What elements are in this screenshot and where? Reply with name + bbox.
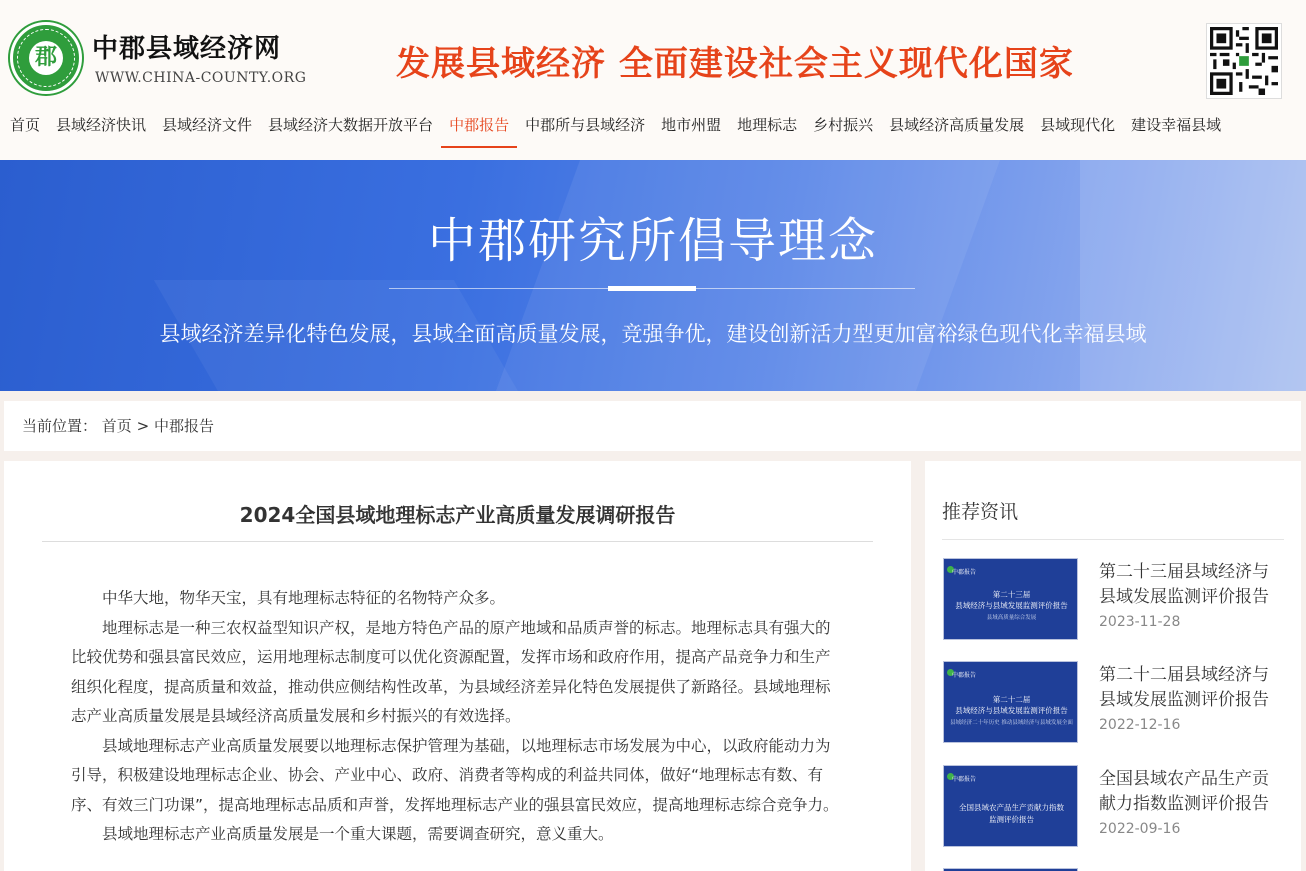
breadcrumb-home-link[interactable]: 首页 xyxy=(101,417,132,435)
site-header xyxy=(0,0,1306,160)
main-nav xyxy=(0,108,1306,150)
thumb-line: 监测评价报告 xyxy=(989,815,1034,824)
recommended-item[interactable] xyxy=(943,558,1283,642)
nav-item-prefectures[interactable]: 地市州盟 xyxy=(661,116,722,134)
nav-item-institute[interactable]: 中郡所与县域经济 xyxy=(525,116,646,134)
banner-decoration xyxy=(1080,160,1306,391)
banner-accent-bar xyxy=(608,286,696,291)
qr-code-icon xyxy=(1206,23,1282,99)
banner-decoration xyxy=(485,160,1014,391)
breadcrumb-separator: > xyxy=(136,417,150,435)
report-cover-thumbnail[interactable] xyxy=(943,765,1078,847)
article-title: 2024全国县域地理标志产业高质量发展调研报告 xyxy=(239,503,676,527)
nav-item-news[interactable]: 县域经济快讯 xyxy=(56,116,147,134)
thumb-brand: 中郡报告 xyxy=(952,569,977,576)
article-paragraph: 县域地理标志产业高质量发展要以地理标志保护管理为基础，以地理标志市场发展为中心，以政府能动力为引导，积极建设地理标志企业、协会、产业中心、政府、消费者等构成的利益共同体，做好“地理标志有数、有序、有效三门功课”，提高地理标志品质和声誉，发挥地理标志产业的强县富民效应，提高地理标志综合竞争力。 xyxy=(71,736,839,814)
thumb-line: 第二十二届 xyxy=(992,695,1031,704)
nav-item-documents[interactable]: 县域经济文件 xyxy=(162,116,253,134)
article-body xyxy=(71,584,845,850)
banner-subtitle: 县域经济差异化特色发展，县域全面高质量发展，竞强争优，建设创新活力型更加富裕绿色现代化幸福县域 xyxy=(159,322,1147,346)
nav-item-home[interactable]: 首页 xyxy=(10,116,41,134)
recommended-title-link[interactable]: 全国县域农产品生产贡献力指数监测评价报告 xyxy=(1099,769,1269,814)
nav-item-rural-revival[interactable]: 乡村振兴 xyxy=(813,116,874,134)
thumb-line: 县域经济与县域发展监测评价报告 xyxy=(955,706,1068,715)
recommended-item[interactable] xyxy=(943,765,1283,849)
report-cover-thumbnail[interactable] xyxy=(943,558,1078,640)
sidebar-divider xyxy=(942,539,1284,540)
recommended-date: 2022-09-16 xyxy=(1099,821,1181,837)
breadcrumb xyxy=(4,401,1301,451)
hero-banner xyxy=(0,160,1306,391)
thumb-line: 县域经济二十年历史 推动县域经济与县域发展全面 xyxy=(950,720,1073,726)
article-paragraph: 县域地理标志产业高质量发展是一个重大课题，需要调查研究，意义重大。 xyxy=(102,825,614,843)
nav-item-happy-county[interactable]: 建设幸福县域 xyxy=(1131,116,1222,134)
thumb-line: 全国县域农产品生产贡献力指数 xyxy=(959,803,1064,812)
nav-item-modernization[interactable]: 县域现代化 xyxy=(1040,116,1116,134)
banner-title: 中郡研究所倡导理念 xyxy=(427,213,878,269)
recommended-date: 2023-11-28 xyxy=(1099,614,1181,630)
site-url: WWW.CHINA-COUNTY.ORG xyxy=(95,70,307,86)
article-divider xyxy=(42,541,873,542)
logo-char: 郡 xyxy=(29,41,63,75)
nav-item-high-quality[interactable]: 县域经济高质量发展 xyxy=(889,116,1025,134)
article-paragraph: 地理标志是一种三农权益型知识产权，是地方特色产品的原产地域和品质声誉的标志。地理标志具有强大的比较优势和强县富民效应，运用地理标志制度可以优化资源配置，发挥市场和政府作用，提高产品竞争力和生产组织化程度，提高质量和效益，推动供应侧结构性改革，为县域经济差异化特色发展提供了新路径。县域地理标志产业高质量发展是县域经济高质量发展和乡村振兴的有效选择。 xyxy=(71,618,831,725)
thumb-brand: 中郡报告 xyxy=(952,776,977,783)
recommended-date: 2022-12-16 xyxy=(1099,717,1181,733)
recommended-title-link[interactable]: 第二十三届县域经济与县域发展监测评价报告 xyxy=(1099,562,1269,607)
breadcrumb-prefix: 当前位置： xyxy=(22,417,98,435)
breadcrumb-current-link[interactable]: 中郡报告 xyxy=(153,417,214,435)
recommended-sidebar xyxy=(925,461,1301,871)
nav-item-reports[interactable]: 中郡报告 xyxy=(441,108,517,148)
thumb-line: 县域高质量综合发展 xyxy=(986,615,1037,621)
article-panel xyxy=(4,461,911,871)
thumb-line: 县域经济与县域发展监测评价报告 xyxy=(955,601,1068,610)
article-paragraph: 中华大地，物华天宝，具有地理标志特征的名物特产众多。 xyxy=(102,589,506,607)
thumb-brand: 中郡报告 xyxy=(952,672,977,679)
report-cover-thumbnail[interactable] xyxy=(943,661,1078,743)
header-slogan: 发展县域经济 全面建设社会主义现代化国家 xyxy=(396,44,1074,84)
thumb-line: 第二十三届 xyxy=(992,590,1031,599)
recommended-item[interactable] xyxy=(943,661,1283,745)
site-logo[interactable] xyxy=(10,22,82,94)
nav-item-geo-indication[interactable]: 地理标志 xyxy=(737,116,798,134)
nav-item-open-data[interactable]: 县域经济大数据开放平台 xyxy=(268,116,434,134)
recommended-title-link[interactable]: 第二十二届县域经济与县域发展监测评价报告 xyxy=(1099,665,1269,710)
site-name[interactable]: 中郡县域经济网 xyxy=(92,34,282,64)
sidebar-title: 推荐资讯 xyxy=(942,501,1019,523)
